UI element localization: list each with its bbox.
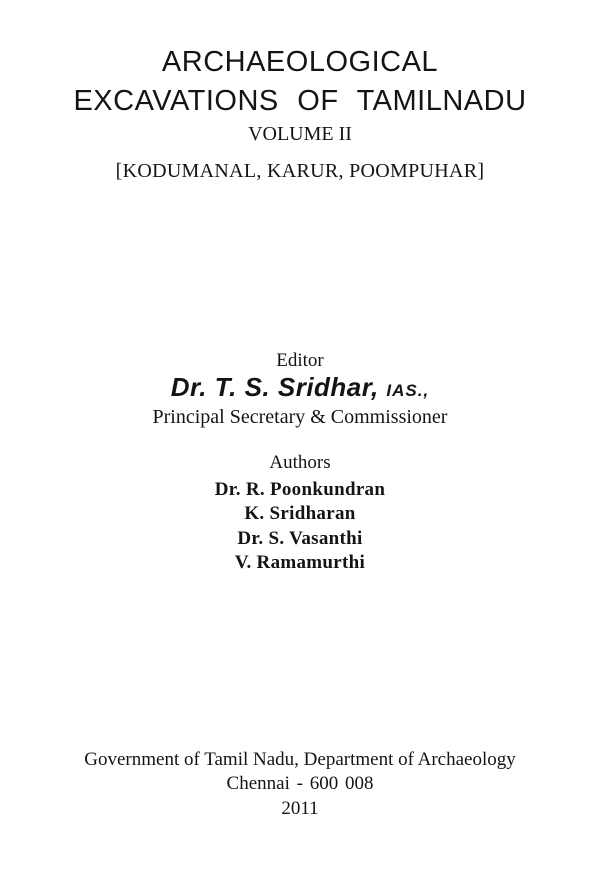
editor-suffix: IAS.,: [386, 381, 430, 400]
title-line-1: ARCHAEOLOGICAL: [161, 46, 439, 78]
authors-label: Authors: [269, 452, 331, 473]
publication-year: 2011: [281, 798, 319, 819]
author-name: Dr. R. Poonkundran: [214, 479, 386, 500]
volume-label: VOLUME II: [248, 123, 352, 145]
editor-name: Dr. T. S. Sridhar,: [170, 372, 379, 402]
editor-label: Editor: [276, 350, 324, 371]
author-name: Dr. S. Vasanthi: [237, 528, 363, 549]
editor-name-line: [0, 372, 600, 403]
subtitle: [KODUMANAL, KARUR, POOMPUHAR]: [115, 160, 485, 182]
author-name: V. Ramamurthi: [234, 552, 366, 573]
author-name: K. Sridharan: [244, 503, 356, 524]
publisher-name: Government of Tamil Nadu, Department of Archaeology: [84, 749, 516, 770]
editor-role: Principal Secretary & Commissioner: [152, 406, 448, 428]
publisher-place: Chennai - 600 008: [226, 773, 374, 794]
title-line-2: EXCAVATIONS OF TAMILNADU: [73, 85, 527, 117]
